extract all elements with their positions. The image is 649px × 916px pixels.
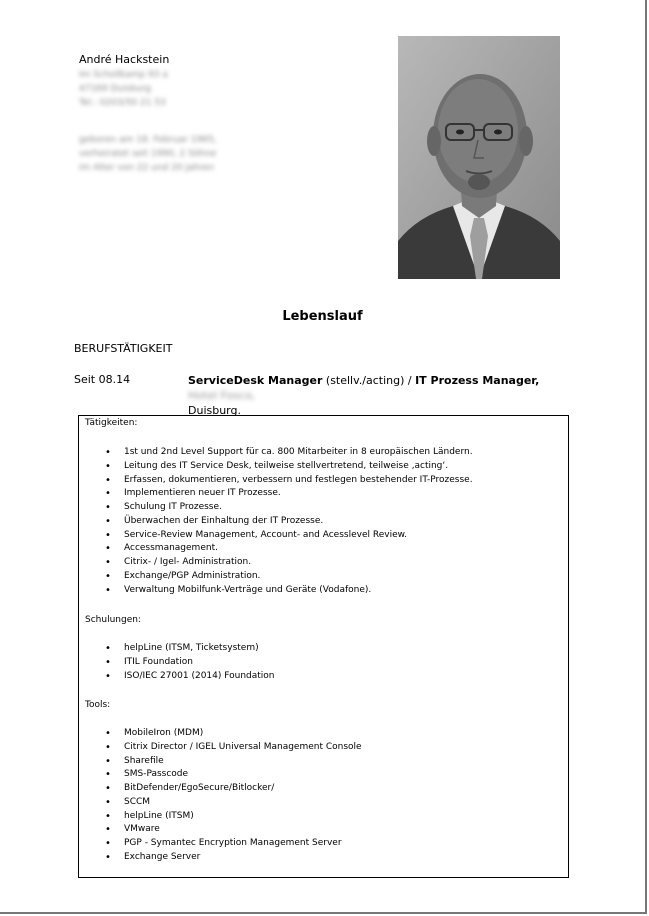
schulungen-label: Schulungen: — [85, 615, 141, 625]
bullet-icon: • — [105, 824, 111, 836]
list-item: • helpLine (ITSM, Ticketsystem) — [105, 643, 259, 654]
bullet-icon: • — [105, 851, 111, 863]
bullet-icon: • — [105, 755, 111, 767]
bullet-icon: • — [105, 810, 111, 822]
list-item: • Erfassen, dokumentieren, verbessern und festlegen bestehender IT-Prozesse. — [105, 474, 473, 486]
job-role-2: IT Prozess Manager, — [415, 374, 540, 387]
bullet-icon: • — [105, 570, 111, 582]
job-company: Hotel Fosco, — [188, 389, 256, 402]
list-item: • SMS-Passcode — [105, 769, 189, 781]
marital-line: verheiratet seit 1990, 2 Söhne — [79, 149, 217, 159]
job-entry — [188, 373, 568, 418]
list-item: • SCCM — [105, 796, 151, 808]
document-title: Lebenslauf — [282, 309, 363, 324]
personal-info-block — [79, 133, 217, 175]
bullet-icon: • — [105, 460, 111, 472]
children-line: im Alter von 22 und 20 Jahren — [79, 163, 215, 173]
address-phone: Tel.: 0203/50 21 53 — [79, 98, 166, 108]
list-item: • helpLine (ITSM) — [105, 810, 194, 822]
job-period: Seit 08.14 — [74, 373, 131, 386]
bullet-icon: • — [105, 474, 111, 486]
list-item: • Implementieren neuer IT Prozesse. — [105, 488, 281, 500]
applicant-name: André Hackstein — [79, 53, 170, 66]
bullet-icon: • — [105, 643, 111, 654]
list-item: • Exchange/PGP Administration. — [105, 570, 261, 582]
bullet-icon: • — [105, 728, 111, 739]
list-item: • Citrix- / Igel- Administration. — [105, 557, 252, 568]
list-item: • Exchange Server — [105, 851, 201, 863]
job-details-box — [78, 415, 569, 878]
job-role: ServiceDesk Manager — [188, 374, 323, 387]
list-item: • ITIL Foundation — [105, 656, 193, 668]
bullet-icon: • — [105, 557, 111, 568]
bullet-icon: • — [105, 488, 111, 500]
list-item: • Service-Review Management, Account- and Acesslevel Review. — [105, 529, 407, 541]
bullet-icon: • — [105, 502, 111, 513]
bullet-icon: • — [105, 783, 111, 794]
birth-line: geboren am 18. Februar 1965, — [79, 135, 217, 145]
job-city: Duisburg. — [188, 404, 241, 417]
list-item: • MobileIron (MDM) — [105, 728, 204, 739]
list-item: • Sharefile — [105, 755, 164, 767]
bullet-icon: • — [105, 838, 111, 849]
tools-list — [105, 727, 362, 865]
taetigkeiten-label: Tätigkeiten: — [85, 418, 138, 428]
bullet-icon: • — [105, 670, 111, 682]
list-item: • ISO/IEC 27001 (2014) Foundation — [105, 670, 275, 682]
job-role-detail: (stellv./acting) / — [322, 374, 416, 387]
address-city: 47169 Duisburg — [79, 84, 151, 94]
list-item: • Citrix Director / IGEL Universal Management Console — [105, 741, 362, 753]
bullet-icon: • — [105, 515, 111, 527]
bullet-icon: • — [105, 656, 111, 668]
list-item: • 1st und 2nd Level Support für ca. 800 Mitarbeiter in 8 europäischen Ländern. — [105, 447, 473, 458]
bullet-icon: • — [105, 769, 111, 781]
bullet-icon: • — [105, 447, 111, 458]
schulungen-list — [105, 642, 275, 683]
list-item: • VMware — [105, 824, 160, 836]
list-item: • PGP - Symantec Encryption Management Server — [105, 838, 342, 849]
list-item: • Schulung IT Prozesse. — [105, 502, 222, 513]
bullet-icon: • — [105, 543, 111, 555]
list-item: • Leitung des IT Service Desk, teilweise stellvertretend, teilweise ‚acting‘. — [105, 460, 449, 472]
list-item: • BitDefender/EgoSecure/Bitlocker/ — [105, 783, 275, 794]
portrait-photo — [398, 36, 560, 279]
section-heading: BERUFSTÄTIGKEIT — [74, 342, 173, 355]
bullet-icon: • — [105, 584, 111, 596]
taetigkeiten-list — [105, 446, 473, 597]
list-item: • Verwaltung Mobilfunk-Verträge und Geräte (Vodafone). — [105, 584, 372, 596]
list-item: • Accessmanagement. — [105, 543, 218, 555]
address-block — [79, 68, 168, 110]
tools-label: Tools: — [85, 700, 111, 710]
address-street: Im Schollkamp 93 a — [79, 70, 168, 80]
bullet-icon: • — [105, 796, 111, 808]
bullet-icon: • — [105, 529, 111, 541]
bullet-icon: • — [105, 741, 111, 753]
list-item: • Überwachen der Einhaltung der IT Prozesse. — [105, 515, 324, 527]
